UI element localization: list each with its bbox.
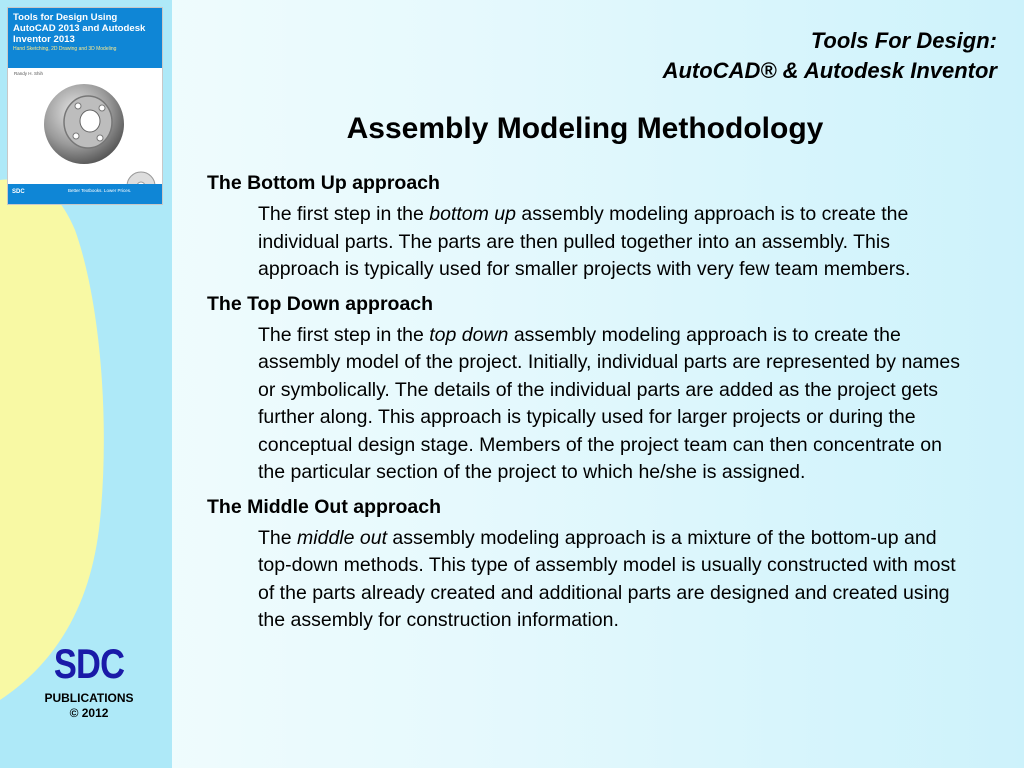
cover-title: Tools for Design Using AutoCAD 2013 and Autodesk Inventor 2013 [13, 12, 146, 45]
book-cover [7, 7, 163, 205]
section-heading: The Top Down approach [207, 292, 434, 315]
cover-header [8, 8, 162, 68]
brand-line-2: AutoCAD® & Autodesk Inventor [662, 58, 997, 83]
section-body: The middle out assembly modeling approach is a mixture of the bottom-up and top-down methods. This type of assembly model is usually constructed with most of the parts already created and additional parts are designed and created using the assembly for construction information. [258, 526, 956, 631]
section-heading: The Bottom Up approach [207, 172, 440, 194]
section-middle-out [207, 494, 987, 635]
emphasized-term: top down [429, 323, 509, 346]
publisher-logo [0, 642, 172, 720]
copyright: © 2012 [69, 706, 109, 720]
cover-author: Randy H. Shih [14, 71, 44, 76]
brand-header [663, 26, 997, 86]
wheel-part-icon [38, 76, 130, 168]
section-top-down [207, 291, 987, 487]
slide-title: Assembly Modeling Methodology [346, 112, 824, 145]
cover-publisher-logo: SDC [12, 189, 25, 195]
emphasized-term: middle out [297, 526, 387, 549]
emphasized-term: bottom up [429, 203, 516, 225]
publisher-name: PUBLICATIONS [44, 691, 134, 705]
section-bottom-up [207, 170, 987, 284]
cover-subtitle: Hand Sketching, 2D Drawing and 3D Modeling [13, 46, 117, 52]
cover-tagline: Better Textbooks. Lower Prices. [68, 188, 132, 193]
section-body: The first step in the bottom up assembly modeling approach is to create the individual parts. The parts are then pulled together into an assembly. This approach is typically used for smaller projects with very few team members. [258, 203, 911, 280]
slide-content [207, 170, 987, 642]
sidebar [0, 0, 172, 768]
cover-footer [8, 184, 162, 204]
section-body: The first step in the top down assembly modeling approach is to create the assembly model of the project. Initially, individual parts are represented by names or symbolically. The details of the individual parts are added as the project gets further along. This approach is typically used for larger projects or during the conceptual design stage. Members of the project team can then concentrate on the particular section of the project to which he/she is assigned. [258, 323, 960, 483]
section-heading: The Middle Out approach [207, 495, 442, 518]
sdc-logo-text: SDC [53, 640, 125, 687]
brand-line-1: Tools For Design: [810, 28, 997, 53]
